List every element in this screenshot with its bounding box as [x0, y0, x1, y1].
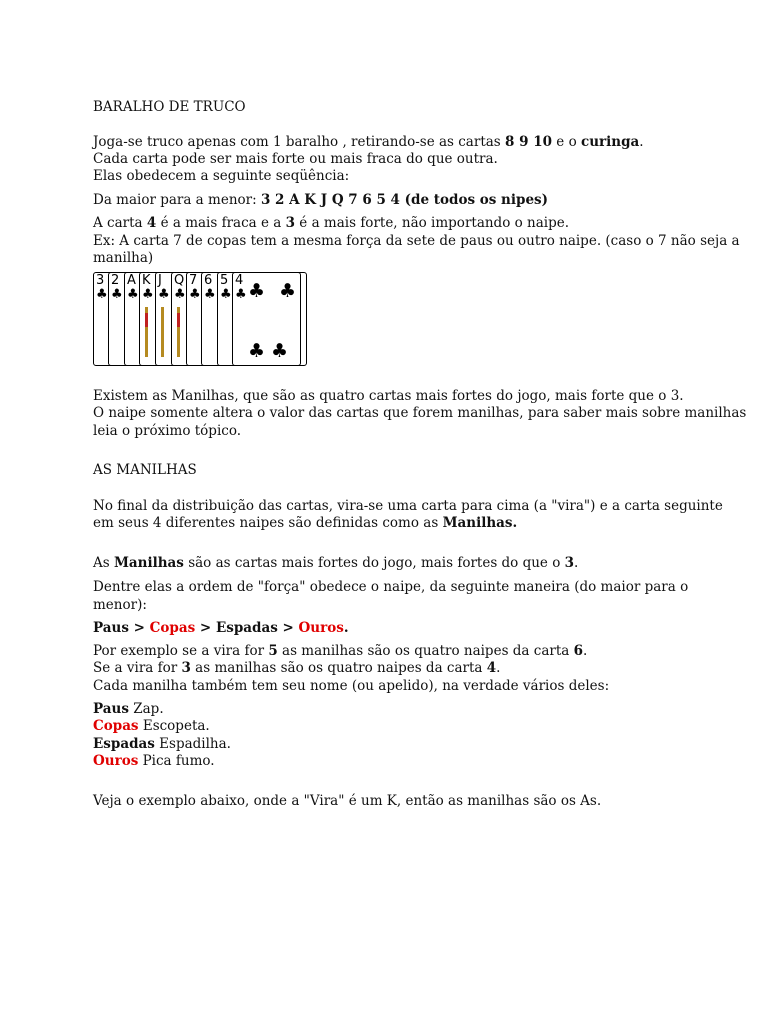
paragraph-line: As Manilhas são as cartas mais fortes do jogo, mais fortes do que o 3. — [93, 555, 579, 571]
paragraph-line: menor): — [93, 597, 147, 613]
paragraph-line: O naipe somente altera o valor das cartas que forem manilhas, para saber mais sobre manilhas — [93, 405, 747, 421]
club-icon: ♣ — [142, 287, 154, 302]
playing-card-4-of-clubs: 4 ♣ ♣ ♣ ♣ ♣ — [232, 272, 301, 366]
paragraph-line: leia o próximo tópico. — [93, 423, 242, 439]
club-icon: ♣ — [248, 280, 266, 302]
club-icon: ♣ — [271, 340, 289, 362]
paragraph-line: Dentre elas a ordem de "força" obedece o naipe, da seguinte maneira (do maior para o — [93, 579, 689, 595]
club-icon: ♣ — [127, 287, 139, 302]
club-icon: ♣ — [96, 287, 108, 302]
paragraph-line: Cada carta pode ser mais forte ou mais fraca do que outra. — [93, 151, 498, 167]
section-title: BARALHO DE TRUCO — [93, 99, 246, 115]
paragraph-line: Elas obedecem a seguinte seqüência: — [93, 168, 350, 184]
playing-card: J ♣ — [155, 272, 255, 366]
playing-card: 3 ♣ — [93, 272, 213, 366]
manilha-name: Copas Escopeta. — [93, 718, 210, 734]
playing-card: 5 ♣ — [217, 272, 307, 366]
paragraph-line: Por exemplo se a vira for 5 as manilhas são os quatro naipes da carta 6. — [93, 643, 588, 659]
club-icon: ♣ — [174, 287, 186, 302]
paragraph-line: Existem as Manilhas, que são as quatro cartas mais fortes do jogo, mais forte que o 3. — [93, 388, 684, 404]
section-title: AS MANILHAS — [93, 462, 197, 478]
paragraph-line: A carta 4 é a mais fraca e a 3 é a mais forte, não importando o naipe. — [93, 215, 570, 231]
playing-card: 2 ♣ — [108, 272, 218, 366]
club-icon: ♣ — [235, 287, 247, 302]
paragraph-line: Se a vira for 3 as manilhas são os quatro naipes da carta 4. — [93, 660, 501, 676]
club-icon: ♣ — [158, 287, 170, 302]
manilha-name: Ouros Pica fumo. — [93, 753, 215, 769]
playing-card: A ♣ — [124, 272, 224, 366]
club-icon: ♣ — [248, 340, 266, 362]
playing-card: 6 ♣ — [201, 272, 301, 366]
playing-card: Q ♣ — [171, 272, 271, 366]
suit-ranking: Paus > Copas > Espadas > Ouros. — [93, 620, 349, 636]
club-icon: ♣ — [204, 287, 216, 302]
playing-card: 7 ♣ — [186, 272, 286, 366]
manilha-name: Espadas Espadilha. — [93, 736, 231, 752]
paragraph-line: manilha) — [93, 250, 154, 266]
paragraph-line: em seus 4 diferentes naipes são definidas como as Manilhas. — [93, 515, 518, 531]
playing-card: K ♣ — [139, 272, 239, 366]
paragraph-line: Veja o exemplo abaixo, onde a "Vira" é um K, então as manilhas são os As. — [93, 793, 602, 809]
paragraph-line: Cada manilha também tem seu nome (ou apelido), na verdade vários deles: — [93, 678, 610, 694]
club-icon: ♣ — [189, 287, 201, 302]
manilha-name: Paus Zap. — [93, 701, 164, 717]
paragraph-line: No final da distribuição das cartas, vira-se uma carta para cima (a "vira") e a carta seguinte — [93, 498, 723, 514]
order-line: Da maior para a menor: 3 2 A K J Q 7 6 5 4 (de todos os nipes) — [93, 192, 549, 208]
card-fan-image — [93, 272, 305, 368]
club-icon: ♣ — [220, 287, 232, 302]
club-icon: ♣ — [111, 287, 123, 302]
club-icon: ♣ — [279, 280, 297, 302]
paragraph-line: Ex: A carta 7 de copas tem a mesma força da sete de paus ou outro naipe. (caso o 7 não seja a — [93, 233, 740, 249]
paragraph-line: Joga-se truco apenas com 1 baralho , retirando-se as cartas 8 9 10 e o curinga. — [93, 134, 644, 150]
